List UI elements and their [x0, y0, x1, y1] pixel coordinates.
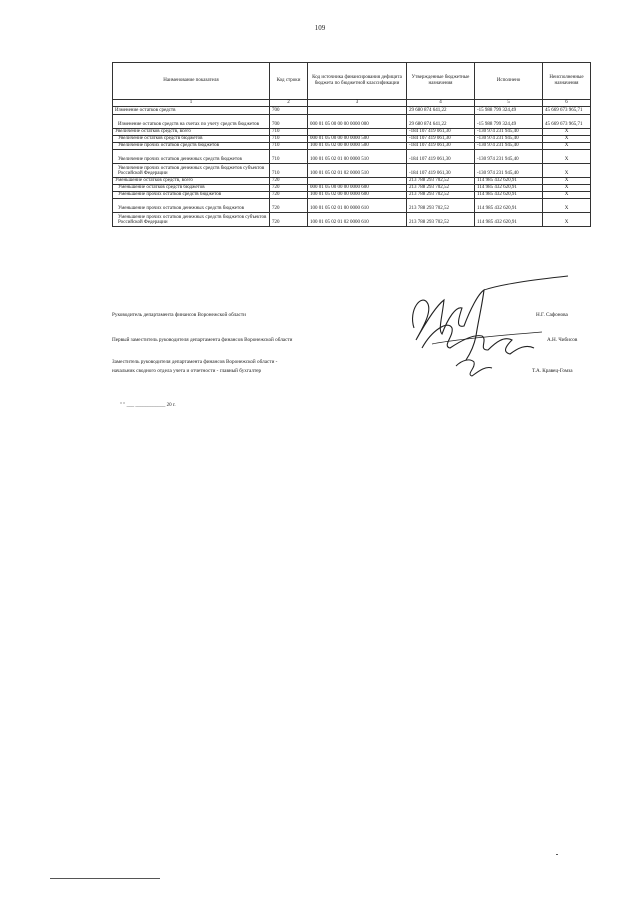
row-line-code: 710 — [270, 164, 308, 178]
row-executed: -130 974 231 945,40 — [475, 136, 543, 143]
table-row — [113, 150, 591, 164]
signature-title-3-line2: начальник сводного отдела учета и отчетности - главный бухгалтер — [112, 368, 262, 374]
table-row — [113, 143, 591, 150]
row-unexecuted: X — [543, 178, 591, 185]
signature-title-1: Руководитель департамента финансов Воронежской области — [112, 312, 246, 318]
row-executed: -130 974 231 945,40 — [475, 143, 543, 150]
table-row — [113, 115, 591, 129]
column-number: 2 — [270, 100, 308, 107]
row-approved: 29 680 874 641,22 — [407, 107, 475, 115]
row-unexecuted: X — [543, 199, 591, 213]
row-line-code: 720 — [270, 192, 308, 199]
signature-title-2: Первый заместитель руководителя департамента финансов Воронежской области — [112, 337, 293, 343]
column-number: 6 — [543, 100, 591, 107]
row-source-code: 000 01 05 00 00 00 0000 000 — [308, 115, 407, 129]
row-line-code: 720 — [270, 178, 308, 185]
row-line-code: 720 — [270, 199, 308, 213]
handwritten-signature-1 — [392, 270, 572, 390]
row-name: Уменьшение прочих остатков денежных средств бюджетов субъектов Российской Федерации — [113, 213, 270, 227]
row-executed: -130 974 231 945,40 — [475, 150, 543, 164]
row-approved: -184 107 419 061,30 — [407, 164, 475, 178]
row-name: Увеличение остатков средств бюджетов — [113, 136, 270, 143]
header-source-code: Код источника финансирования дефицита бюджета по бюджетной классификации — [308, 63, 407, 100]
row-source-code: 100 01 05 02 01 00 0000 510 — [308, 150, 407, 164]
row-source-code: 100 01 05 02 00 00 0000 600 — [308, 192, 407, 199]
table-row — [113, 164, 591, 178]
row-line-code: 710 — [270, 129, 308, 136]
column-number: 4 — [407, 100, 475, 107]
table-row — [113, 199, 591, 213]
row-executed: -130 974 231 945,40 — [475, 129, 543, 136]
table-header-row — [113, 63, 591, 100]
row-line-code: 710 — [270, 150, 308, 164]
row-unexecuted: 45 669 673 965,71 — [543, 107, 591, 115]
row-executed: 114 985 432 620,91 — [475, 192, 543, 199]
table-body — [113, 107, 591, 227]
row-unexecuted: X — [543, 192, 591, 199]
row-approved: -184 107 419 061,30 — [407, 136, 475, 143]
signature-title-3-line1: Заместитель руководителя департамента финансов Воронежской области - — [112, 359, 278, 365]
row-approved: -184 107 419 061,30 — [407, 129, 475, 136]
table-row — [113, 136, 591, 143]
row-executed: -15 988 799 324,49 — [475, 115, 543, 129]
row-approved: -184 107 419 061,30 — [407, 143, 475, 150]
row-name: Уменьшение прочих остатков денежных средств бюджетов — [113, 199, 270, 213]
row-source-code: 000 01 05 00 00 00 0000 500 — [308, 136, 407, 143]
row-line-code: 720 — [270, 185, 308, 192]
row-unexecuted: X — [543, 213, 591, 227]
table-row — [113, 107, 591, 115]
row-approved: 213 788 293 702,52 — [407, 185, 475, 192]
row-source-code: 100 01 05 02 00 00 0000 500 — [308, 143, 407, 150]
row-unexecuted: X — [543, 164, 591, 178]
row-unexecuted: X — [543, 129, 591, 136]
row-executed: 114 985 432 620,91 — [475, 199, 543, 213]
row-executed: -15 988 799 324,49 — [475, 107, 543, 115]
column-number: 5 — [475, 100, 543, 107]
table-row — [113, 129, 591, 136]
row-line-code: 700 — [270, 115, 308, 129]
row-unexecuted: 45 669 673 965,71 — [543, 115, 591, 129]
row-name: Уменьшение остатков средств, всего — [113, 178, 270, 185]
row-line-code: 700 — [270, 107, 308, 115]
row-source-code: 100 01 05 02 01 00 0000 610 — [308, 199, 407, 213]
row-approved: 213 788 293 702,52 — [407, 192, 475, 199]
column-number: 3 — [308, 100, 407, 107]
row-source-code — [308, 129, 407, 136]
row-line-code: 710 — [270, 143, 308, 150]
row-approved: -184 107 419 061,30 — [407, 150, 475, 164]
row-name: Изменение остатков средств — [113, 107, 270, 115]
signature-name-3: Т.А. Кравец-Гомза — [532, 368, 573, 374]
row-executed: 114 985 432 620,91 — [475, 213, 543, 227]
header-line-code: Код строки — [270, 63, 308, 100]
row-name: Увеличение прочих остатков денежных средств бюджетов субъектов Российской Федерации — [113, 164, 270, 178]
date-line: " " ___ ____________ 20 г. — [120, 403, 176, 408]
row-executed: -130 974 231 945,40 — [475, 164, 543, 178]
table-row — [113, 213, 591, 227]
header-unexecuted: Неисполненные назначения — [543, 63, 591, 100]
row-source-code — [308, 178, 407, 185]
table-row — [113, 178, 591, 185]
column-number: 1 — [113, 100, 270, 107]
row-name: Увеличение остатков средств, всего — [113, 129, 270, 136]
row-source-code: 100 01 05 02 01 02 0000 610 — [308, 213, 407, 227]
signature-name-2: А.Н. Чибисов — [547, 337, 578, 343]
row-approved: 213 788 293 702,52 — [407, 178, 475, 185]
page-number: 109 — [314, 24, 326, 32]
row-unexecuted: X — [543, 143, 591, 150]
column-number-row — [113, 100, 591, 107]
row-name: Увеличение прочих остатков средств бюджетов — [113, 143, 270, 150]
table-row — [113, 185, 591, 192]
row-name: Уменьшение прочих остатков средств бюджетов — [113, 192, 270, 199]
row-name: Увеличение прочих остатков денежных средств бюджетов — [113, 150, 270, 164]
row-name: Уменьшение остатков средств бюджетов — [113, 185, 270, 192]
page-mark — [556, 854, 558, 855]
row-approved: 213 788 293 702,52 — [407, 199, 475, 213]
row-unexecuted: X — [543, 150, 591, 164]
row-line-code: 720 — [270, 213, 308, 227]
row-unexecuted: X — [543, 136, 591, 143]
row-executed: 114 985 432 620,91 — [475, 178, 543, 185]
row-approved: 29 680 874 641,22 — [407, 115, 475, 129]
row-source-code — [308, 107, 407, 115]
row-name: Изменение остатков средств на счетах по учету средств бюджетов — [113, 115, 270, 129]
row-executed: 114 985 432 620,91 — [475, 185, 543, 192]
row-line-code: 710 — [270, 136, 308, 143]
header-approved: Утвержденные бюджетные назначения — [407, 63, 475, 100]
row-source-code: 000 01 05 00 00 00 0000 600 — [308, 185, 407, 192]
sources-financing-table — [112, 62, 591, 227]
signature-name-1: Н.Г. Сафонова — [536, 312, 568, 318]
footer-rule — [50, 878, 160, 879]
row-source-code: 100 01 05 02 01 02 0000 510 — [308, 164, 407, 178]
header-indicator-name: Наименование показателя — [113, 63, 270, 100]
row-unexecuted: X — [543, 185, 591, 192]
table-row — [113, 192, 591, 199]
header-executed: Исполнено — [475, 63, 543, 100]
row-approved: 213 788 293 702,52 — [407, 213, 475, 227]
